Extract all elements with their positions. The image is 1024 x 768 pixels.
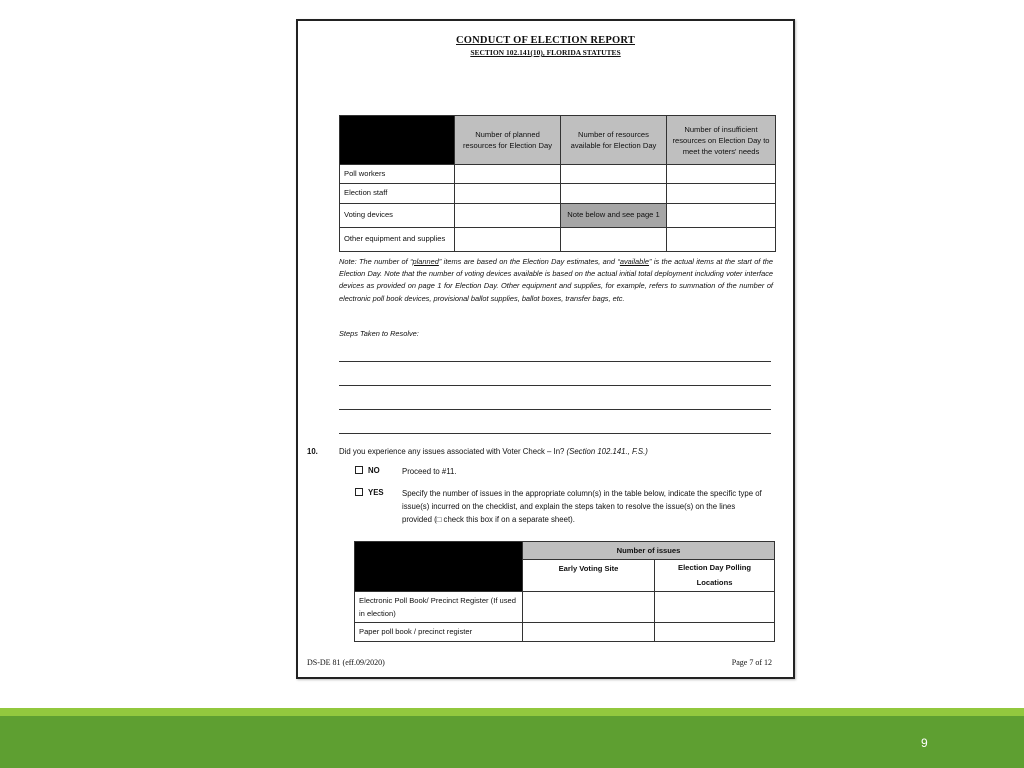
input-cell[interactable] <box>667 204 776 228</box>
question-number: 10. <box>307 447 318 456</box>
report-title: CONDUCT OF ELECTION REPORT <box>456 35 635 46</box>
form-id: DS-DE 81 (eff.09/2020) <box>307 658 385 667</box>
header-election-day: Election Day Polling Locations <box>655 560 775 592</box>
voting-devices-note-cell: Note below and see page 1 <box>561 204 667 228</box>
row-label: Paper poll book / precinct register <box>355 623 523 642</box>
page-indicator: Page 7 of 12 <box>731 658 772 667</box>
input-cell[interactable] <box>655 623 775 642</box>
table-row <box>340 228 776 252</box>
option-yes-label: YES <box>368 488 384 497</box>
option-yes-description: Specify the number of issues in the appropriate column(s) in the table below, indicate the specific type of issue(s) incurred on the checklist, and explain the steps taken to resolve the issue(s) on the lines provided (□ check this box if on a separate sheet). <box>402 489 762 524</box>
answer-line[interactable] <box>339 433 771 434</box>
note-prefix: Note: The number of “ <box>339 257 413 266</box>
input-cell[interactable] <box>523 623 655 642</box>
input-cell[interactable] <box>655 592 775 623</box>
question-citation: (Section 102.141., F.S.) <box>566 447 648 456</box>
input-cell[interactable] <box>455 204 561 228</box>
option-no[interactable] <box>355 466 380 475</box>
table-row <box>355 623 775 642</box>
header-available: Number of resources available for Election Day <box>561 116 667 165</box>
issues-table <box>354 541 775 642</box>
input-cell[interactable] <box>455 184 561 204</box>
document-page <box>296 19 795 679</box>
input-cell[interactable] <box>523 592 655 623</box>
row-label: Poll workers <box>340 165 455 184</box>
input-cell[interactable] <box>561 228 667 252</box>
option-no-description: Proceed to #11. <box>402 467 457 476</box>
input-cell[interactable] <box>561 184 667 204</box>
footer-accent-bar <box>0 708 1024 716</box>
header-planned: Number of planned resources for Election Day <box>455 116 561 165</box>
row-label: Electronic Poll Book/ Precinct Register (If used in election) <box>355 592 523 623</box>
row-label: Other equipment and supplies <box>340 228 455 252</box>
header-blank-cell <box>355 542 523 592</box>
note-rest: ” is the actual items at the start of the Election Day. Note that the number of voting devices available is based on the actual initial total deployment including voter interface devices as provided on page 1 for Election Day. Other equipment and supplies, for example, refers to summation of the number of electronic poll book devices, provisional ballot supplies, ballot boxes, transfer bags, etc. <box>339 257 774 303</box>
table-row <box>340 204 776 228</box>
checkbox-icon[interactable] <box>355 466 363 474</box>
question-body: Did you experience any issues associated with Voter Check – In? <box>339 447 565 456</box>
note-planned: planned <box>412 257 439 266</box>
steps-label: Steps Taken to Resolve: <box>339 329 419 338</box>
note-available: available <box>619 257 650 266</box>
option-yes[interactable] <box>355 488 384 497</box>
resources-table <box>339 115 776 252</box>
note-middle: ” items are based on the Election Day estimates, and “ <box>438 257 620 266</box>
header-number-of-issues: Number of issues <box>523 542 775 560</box>
table-row <box>340 184 776 204</box>
input-cell[interactable] <box>667 184 776 204</box>
header-early-voting: Early Voting Site <box>523 560 655 592</box>
input-cell[interactable] <box>561 165 667 184</box>
answer-line[interactable] <box>339 409 771 410</box>
input-cell[interactable] <box>455 228 561 252</box>
input-cell[interactable] <box>667 165 776 184</box>
header-insufficient: Number of insufficient resources on Election Day to meet the voters' needs <box>667 116 776 165</box>
input-cell[interactable] <box>667 228 776 252</box>
table-row <box>355 592 775 623</box>
checkbox-icon[interactable] <box>355 488 363 496</box>
table-row <box>340 165 776 184</box>
answer-line[interactable] <box>339 385 771 386</box>
footer-bar <box>0 716 1024 768</box>
row-label: Election staff <box>340 184 455 204</box>
option-no-label: NO <box>368 466 380 475</box>
question-text <box>339 447 648 456</box>
row-label: Voting devices <box>340 204 455 228</box>
input-cell[interactable] <box>455 165 561 184</box>
answer-line[interactable] <box>339 361 771 362</box>
header-blank-cell <box>340 116 455 165</box>
note-paragraph <box>339 256 773 305</box>
report-subtitle: SECTION 102.141(10), FLORIDA STATUTES <box>470 48 621 57</box>
slide-number: 9 <box>921 736 928 750</box>
